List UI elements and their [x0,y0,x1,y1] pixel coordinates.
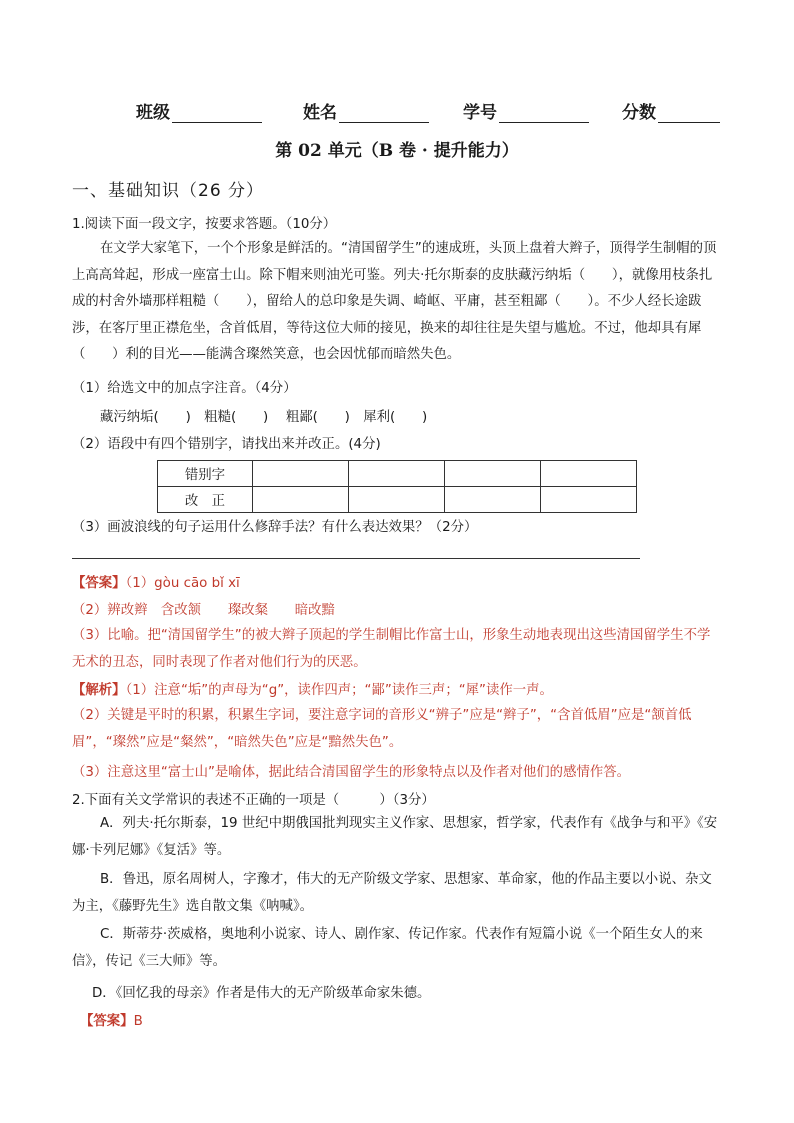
section-heading: 一、基础知识（26 分） [72,181,265,201]
analysis-label: 【解析】 [72,683,126,698]
class-blank[interactable] [172,104,262,123]
score-blank[interactable] [658,104,720,123]
q2-stem: 2.下面有关文学常识的表述不正确的一项是（ ）（3分） [72,793,435,808]
table-row [158,487,637,513]
table-cell[interactable] [349,487,445,513]
answer1-a2: （2）辨改辫 含改颔 璨改粲 暗改黯 [72,603,335,618]
answer-line[interactable] [72,558,640,559]
table-cell[interactable] [445,487,541,513]
analysis1-b2: （2）关键是平时的积累，积累生字词，要注意字词的音形义“辨子”应是“辫子”，“含首低眉”应是“颔首低眉”，“璨然”应是“粲然”，“暗然失色”应是“黯然失色”。 [72,708,692,750]
table-header-wrong: 错别字 [158,461,253,487]
table-row [158,461,637,487]
number-blank[interactable] [499,104,589,123]
q1-passage-text: 在文学大家笔下，一个个形象是鲜活的。“清国留学生”的速成班，头顶上盘着大辫子，顶得学生制帽的顶上高高耸起，形成一座富士山。除下帽来则油光可鉴。列夫·托尔斯泰的皮肤藏污纳垢（ ），就像用枝条扎成的村舍外墙那样粗糙（ ），留给人的总印象是失调、崎岖、平庸，甚至粗鄙（ ）。不少人经长途跋涉，在客厅里正襟危坐，含首低眉，等待这位大师的接见，换来的却往往是失望与尴尬。不过，他却具有犀（ ）利的目光——能满含璨然笑意，也会因忧郁而暗然失色。 [72,241,717,362]
score-field[interactable]: 分数 [622,98,720,123]
q2-option-d[interactable]: D．《回忆我的母亲》作者是伟大的无产阶级革命家朱德。 [92,986,431,1001]
q1-sub1: （1）给选文中的加点字注音。（4分） [72,381,297,396]
analysis1-b1: （1）注意“垢”的声母为“g”，读作四声；“鄙”读作三声；“犀”读作一声。 [125,683,553,698]
q1-stem: 1.阅读下面一段文字，按要求答题。（10分） [72,217,337,232]
answer1-line1 [72,572,240,591]
q2-answer [80,1010,143,1029]
q2-answer-value: B [133,1014,143,1029]
page-title: 第 02 单元（B 卷 · 提升能力） [275,141,519,161]
table-cell[interactable] [541,487,637,513]
q2-option-b[interactable]: B．鲁迅，原名周树人，字豫才，伟大的无产阶级文学家、思想家、革命家，他的作品主要以小说、杂文为主，《藤野先生》选自散文集《呐喊》。 [72,872,712,914]
class-field[interactable]: 班级 [136,98,262,123]
q2-answer-label: 【答案】 [80,1014,134,1029]
q2-option-a[interactable]: A．列夫·托尔斯泰，19 世纪中期俄国批判现实主义作家、思想家，哲学家，代表作有《战争与和平》《安娜·卡列尼娜》《复活》等。 [72,816,718,858]
table-cell[interactable] [541,461,637,487]
table-cell[interactable] [349,461,445,487]
q2-option-c[interactable]: C．斯蒂芬·茨威格，奥地利小说家、诗人、剧作家、传记作家。代表作有短篇小说《一个陌生女人的来信》，传记《三大师》等。 [72,927,703,969]
table-cell[interactable] [253,461,349,487]
name-blank[interactable] [339,104,429,123]
q1-sub2: （2）语段中有四个错别字，请找出来并改正。(4分) [72,437,381,452]
name-field[interactable]: 姓名 [303,98,429,123]
answer1-a3: （3）比喻。把“清国留学生”的被大辫子顶起的学生制帽比作富士山，形象生动地表现出这些清国留学生不学无术的丑态，同时表现了作者对他们行为的厌恶。 [72,628,711,670]
table-cell[interactable] [445,461,541,487]
number-field[interactable]: 学号 [463,98,589,123]
table-cell[interactable] [253,487,349,513]
answer-label: 【答案】 [72,576,126,591]
analysis1-line1 [72,679,553,698]
q1-sub3: （3）画波浪线的句子运用什么修辞手法？有什么表达效果？（2分） [72,520,478,535]
q1-sub1-items: 藏污纳垢( ) 粗糙( ) 粗鄙( ) 犀利( ) [100,410,428,425]
analysis1-b3: （3）注意这里“富士山”是喻体，据此结合清国留学生的形象特点以及作者对他们的感情作答。 [72,765,631,780]
correction-table [157,460,637,513]
table-header-correct: 改 正 [158,487,253,513]
q1-passage [72,236,723,369]
answer1-a1: （1）gòu cāo bǐ xī [125,576,240,591]
